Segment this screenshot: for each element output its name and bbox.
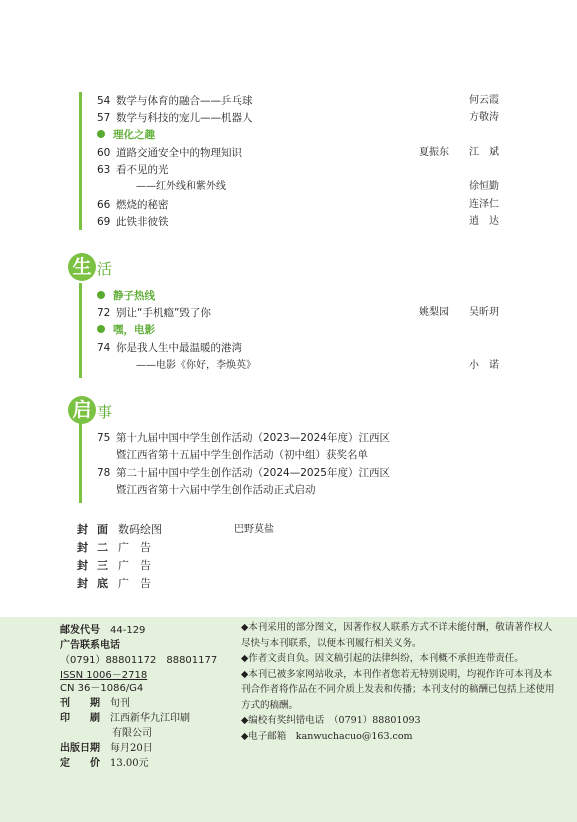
ad-phone: （0791）88801172 88801177 xyxy=(60,655,218,666)
accent-line-top xyxy=(79,92,82,230)
printer: 印 刷 江西新华九江印刷 xyxy=(60,713,190,724)
cover-credit-3: 封三 广 告 xyxy=(77,559,151,572)
toc-item-75[interactable]: 75 第十九届中国中学生创作活动（2023—2024年度）江西区 xyxy=(97,432,390,444)
bullet-dot-icon xyxy=(97,325,105,333)
category-movie: 嘿，电影 xyxy=(97,322,155,338)
toc-item-54[interactable]: 54 数学与体育的融合——乒乓球 何云霞 xyxy=(97,95,499,107)
period: 刊 期 旬刊 xyxy=(60,698,130,709)
footer-notes xyxy=(241,620,555,744)
postal-code: 邮发代号 44-129 xyxy=(60,625,146,636)
toc-subtitle-63: ——红外线和紫外线 xyxy=(136,181,226,192)
note: ◆编校有奖纠错电话 （0791）88801093 xyxy=(241,715,421,726)
category-hotline: 静子热线 xyxy=(97,288,155,304)
bullet-dot-icon xyxy=(97,130,105,138)
section-circle-icon: 启 xyxy=(68,396,96,424)
toc-item-78[interactable]: 78 第二十届中国中学生创作活动（2024—2025年度）江西区 xyxy=(97,467,390,479)
toc-item-78-line2: 暨江西省第十六届中学生创作活动正式启动 xyxy=(116,484,316,496)
cover-credit-back: 封底 广 告 xyxy=(77,577,151,590)
toc-item-75-line2: 暨江西省第十五届中学生创作活动（初中组）获奖名单 xyxy=(116,449,368,461)
issn: ISSN 1006－2718 xyxy=(60,670,148,681)
note: ◆本刊已被多家网站收录，本刊作者您若无特别说明，均视作许可本刊及本刊合作者将作品在不同介质上发表和传播；本刊支付的稿酬已包括上述使用方式的稿酬。 xyxy=(241,668,555,711)
author: 方敬涛 xyxy=(469,112,499,123)
category-physics: 理化之趣 xyxy=(97,127,155,143)
author: 江 斌 xyxy=(469,147,499,158)
note: ◆本刊采用的部分图文，因著作权人联系方式不详未能付酬，敬请著作权人尽快与本刊联系，以便本刊履行相关义务。 xyxy=(241,622,553,649)
toc-item-74[interactable]: 74 你是我人生中最温暖的港湾 xyxy=(97,342,242,354)
publish-date: 出版日期 每月20日 xyxy=(60,743,153,754)
toc-item-63[interactable]: 63 看不见的光 xyxy=(97,164,169,176)
author: 何云霞 xyxy=(469,95,499,106)
author: 徐恒勤 xyxy=(469,181,499,192)
cover-credit-front: 封面 数码绘图 巴野莫盐 xyxy=(77,523,274,536)
author: 吴昕玥 xyxy=(469,307,499,318)
toc-item-72[interactable]: 72 别让“手机瘾”毁了你 姚梨园 吴昕玥 xyxy=(97,307,499,319)
section-circle-icon: 生 xyxy=(68,253,96,281)
ad-phone-label: 广告联系电话 xyxy=(60,640,120,651)
toc-item-57[interactable]: 57 数学与科技的宠儿——机器人 方敬涛 xyxy=(97,112,499,124)
accent-line-qi xyxy=(79,423,82,503)
toc-item-60[interactable]: 60 道路交通安全中的物理知识 夏振东 江 斌 xyxy=(97,147,499,159)
bullet-dot-icon xyxy=(97,291,105,299)
author: 夏振东 xyxy=(419,147,449,158)
author: 小 诺 xyxy=(469,360,499,371)
printer-line2: 有限公司 xyxy=(112,728,152,739)
author: 姚梨园 xyxy=(419,307,449,318)
cover-credit-2: 封二 广 告 xyxy=(77,541,151,554)
price: 定 价 13.00元 xyxy=(60,758,149,769)
toc-item-69[interactable]: 69 此铁非彼铁 逍 达 xyxy=(97,216,499,228)
cn-number: CN 36－1086/G4 xyxy=(60,683,144,694)
accent-line-life xyxy=(79,283,82,378)
author: 连泽仁 xyxy=(469,199,499,210)
note: ◆作者文责自负。因文稿引起的法律纠纷，本刊概不承担连带责任。 xyxy=(241,653,524,664)
author: 逍 达 xyxy=(469,216,499,227)
toc-subtitle-74: ——电影《你好，李焕英》 xyxy=(136,360,256,371)
note: ◆电子邮箱 kanwuchacuo@163.com xyxy=(241,730,413,742)
toc-item-66[interactable]: 66 燃烧的秘密 连泽仁 xyxy=(97,199,499,211)
